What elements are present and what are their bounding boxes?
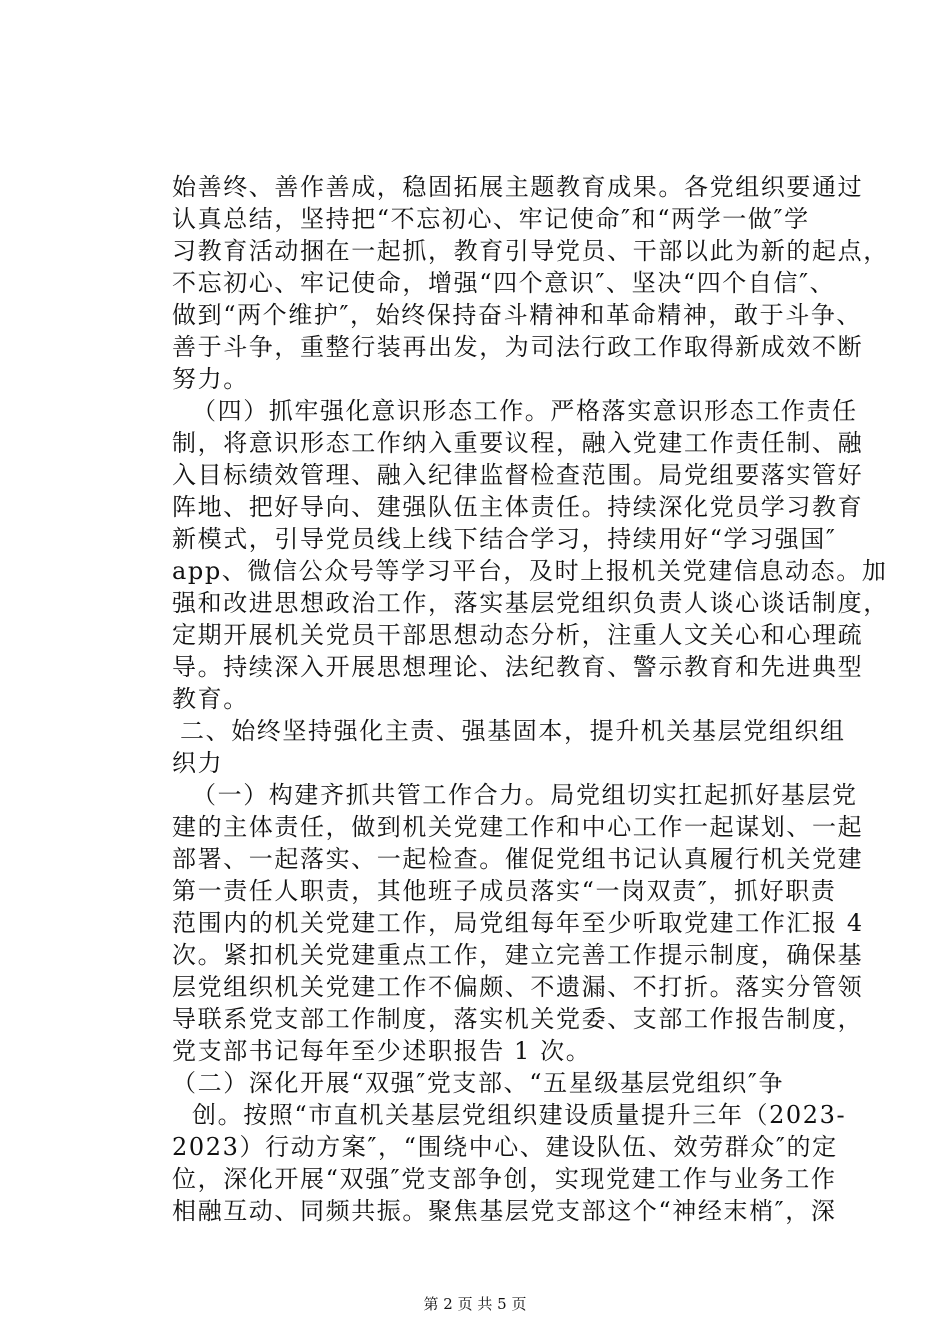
text-line: 层党组织机关党建工作不偏颇、不遗漏、不打折。落实分管领 [172, 973, 864, 1001]
text-line: 始善终、善作善成，稳固拓展主题教育成果。各党组织要通过 [172, 173, 864, 201]
paragraph-heading-one: （一）构建齐抓共管工作合力。局党组切实扛起抓好基层党 [192, 781, 858, 809]
text-line: 制，将意识形态工作纳入重要议程，融入党建工作责任制、融 [172, 429, 864, 457]
page-number-footer: 第 2 页 共 5 页 [423, 1295, 527, 1313]
section-heading-two-cont: 织力 [172, 749, 224, 777]
text-line: 做到“两个维护″，始终保持奋斗精神和革命精神，敢于斗争、 [172, 301, 863, 329]
text-line: 第一责任人职责，其他班子成员落实“一岗双责″，抓好职责 [172, 877, 837, 905]
text-line: 定期开展机关党员干部思想动态分析，注重人文关心和心理疏 [172, 621, 864, 649]
text-line: 建的主体责任，做到机关党建工作和中心工作一起谋划、一起 [172, 813, 864, 841]
text-line: 习教育活动捆在一起抓，教育引导党员、干部以此为新的起点， [172, 237, 889, 265]
text-line: 导。持续深入开展思想理论、法纪教育、警示教育和先进典型 [172, 653, 864, 681]
text-line: 范围内的机关党建工作，局党组每年至少听取党建工作汇报 4 [172, 909, 864, 937]
text-line: app、微信公众号等学习平台，及时上报机关党建信息动态。加 [172, 557, 888, 585]
text-line: 不忘初心、牢记使命，增强“四个意识″、坚决“四个自信″、 [172, 269, 836, 297]
text-line: 教育。 [172, 685, 249, 713]
text-line: 党支部书记每年至少述职报告 1 次。 [172, 1037, 592, 1065]
section-heading-two: 二、始终坚持强化主责、强基固本，提升机关基层党组织组 [180, 717, 846, 745]
text-line: 努力。 [172, 365, 249, 393]
text-line: 2023）行动方案″，“围绕中心、建设队伍、效劳群众″的定 [172, 1133, 838, 1161]
text-line: 善于斗争，重整行装再出发，为司法行政工作取得新成效不断 [172, 333, 864, 361]
text-line: 阵地、把好导向、建强队伍主体责任。持续深化党员学习教育 [172, 493, 864, 521]
text-line: 部署、一起落实、一起检查。催促党组书记认真履行机关党建 [172, 845, 864, 873]
text-line: 相融互动、同频共振。聚焦基层党支部这个“神经末梢″，深 [172, 1197, 837, 1225]
text-line: 次。紧扣机关党建重点工作，建立完善工作提示制度，确保基 [172, 941, 864, 969]
text-line: （二）深化开展“双强″党支部、“五星级基层党组织″争 [172, 1069, 785, 1097]
text-line: 导联系党支部工作制度，落实机关党委、支部工作报告制度， [172, 1005, 864, 1033]
text-line: 新模式，引导党员线上线下结合学习，持续用好“学习强国″ [172, 525, 837, 553]
text-line: 强和改进思想政治工作，落实基层党组织负责人谈心谈话制度， [172, 589, 889, 617]
paragraph-heading-four: （四）抓牢强化意识形态工作。严格落实意识形态工作责任 [192, 397, 858, 425]
paragraph-heading-two: 创。按照“市直机关基层党组织建设质量提升三年（2023- [192, 1101, 847, 1129]
text-line: 位，深化开展“双强″党支部争创，实现党建工作与业务工作 [172, 1165, 837, 1193]
text-line: 认真总结，坚持把“不忘初心、牢记使命″和“两学一做″学 [172, 205, 810, 233]
text-line: 入目标绩效管理、融入纪律监督检查范围。局党组要落实管好 [172, 461, 864, 489]
